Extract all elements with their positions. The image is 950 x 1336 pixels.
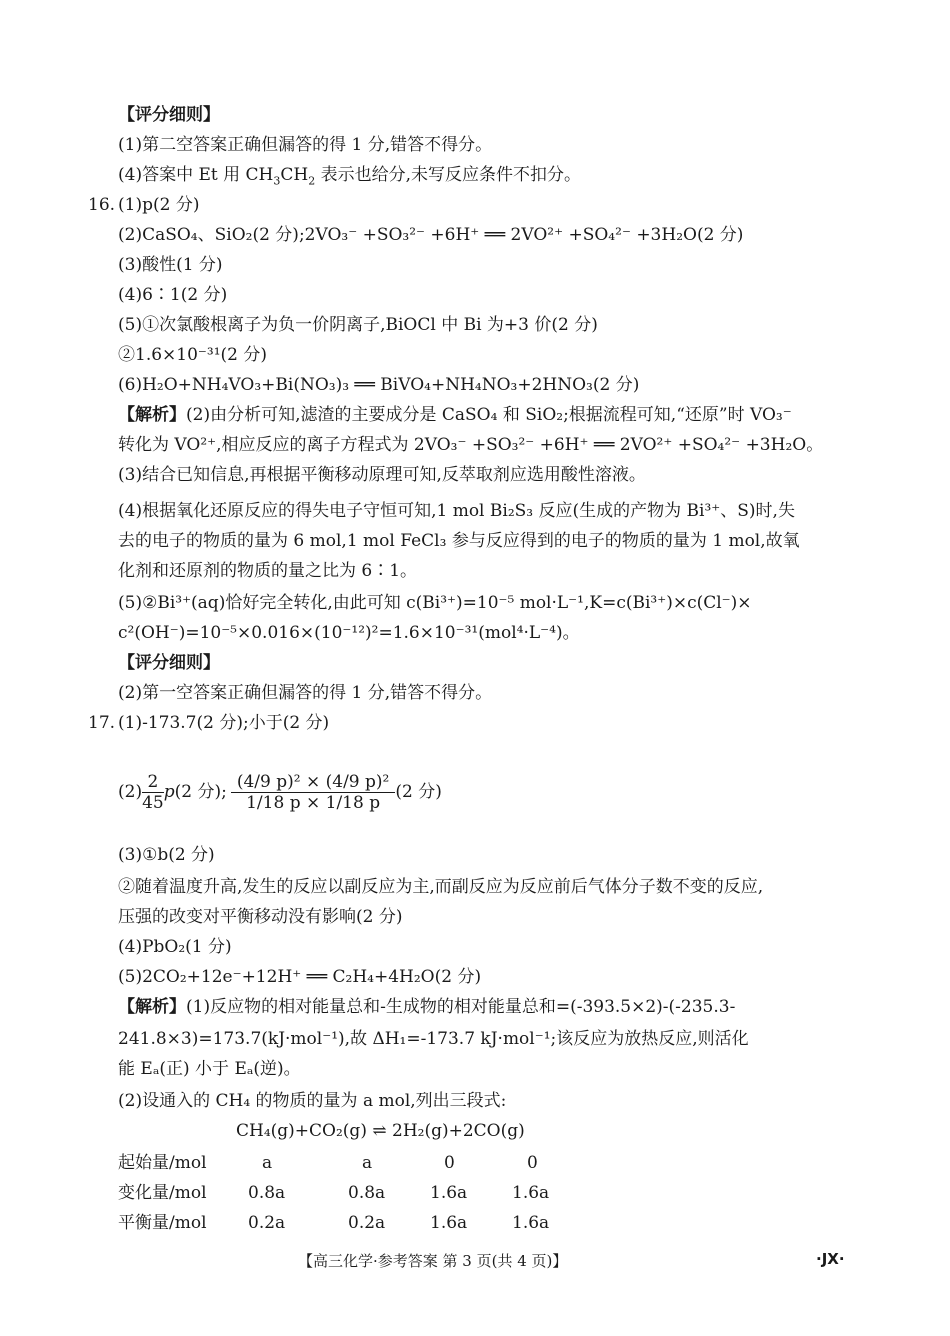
answer-line: ②随着温度升高,发生的反应以副反应为主,而副反应为反应前后气体分子数不变的反应, <box>118 877 764 897</box>
answer-line: 压强的改变对平衡移动没有影响(2 分) <box>118 907 403 927</box>
denominator: 45 <box>142 793 164 813</box>
analysis-label: 【解析】 <box>118 405 186 425</box>
analysis-line <box>118 404 792 426</box>
answer-line: (1)p(2 分) <box>118 195 200 215</box>
answer-line: (2)CaSO₄、SiO₂(2 分);2VO₃⁻ +SO₃²⁻ +6H⁺ ══ 2VO²⁺ +SO₄²⁻ +3H₂O(2 分) <box>118 225 744 245</box>
cell: 0.2a <box>348 1213 386 1233</box>
cell: a <box>262 1153 273 1173</box>
analysis-line: 241.8×3)=173.7(kJ·mol⁻¹),故 ΔH₁=-173.7 kJ·mol⁻¹;该反应为放热反应,则活化 <box>118 1029 749 1049</box>
footer-title: 【高三化学·参考答案 第 3 页(共 4 页)】 <box>298 1252 568 1270</box>
analysis-line: c²(OH⁻)=10⁻⁵×0.016×(10⁻¹²)²=1.6×10⁻³¹(mol⁴·L⁻⁴)。 <box>118 623 580 643</box>
cell: 0 <box>527 1153 538 1173</box>
analysis-line <box>118 996 735 1018</box>
answer-line: ②1.6×10⁻³¹(2 分) <box>118 345 267 365</box>
analysis-line: 转化为 VO²⁺,相应反应的离子方程式为 2VO₃⁻ +SO₃²⁻ +6H⁺ ══ 2VO²⁺ +SO₄²⁻ +3H₂O。 <box>118 435 824 455</box>
analysis-line: (4)根据氧化还原反应的得失电子守恒可知,1 mol Bi₂S₃ 反应(生成的产物为 Bi³⁺、S)时,失 <box>118 501 795 521</box>
row-label: 平衡量/mol <box>118 1213 207 1233</box>
answer-line: (5)①次氯酸根离子为负一价阴离子,BiOCl 中 Bi 为+3 价(2 分) <box>118 315 598 335</box>
answer-line: (4)PbO₂(1 分) <box>118 937 232 957</box>
fraction <box>142 772 164 813</box>
answer-line: (4)6∶1(2 分) <box>118 285 228 305</box>
analysis-line: 化剂和还原剂的物质的量之比为 6∶1。 <box>118 561 418 581</box>
text: CH <box>280 165 309 185</box>
numerator: 2 <box>142 772 164 793</box>
text: (2)由分析可知,滤渣的主要成分是 CaSO₄ 和 SiO₂;根据流程可知,“还原”时 VO₃⁻ <box>186 405 792 425</box>
analysis-label: 【解析】 <box>118 997 186 1017</box>
cell: 1.6a <box>512 1213 550 1233</box>
answer-line: (5)2CO₂+12e⁻+12H⁺ ══ C₂H₄+4H₂O(2 分) <box>118 967 482 987</box>
scoring-item: (4)答案中 Et 用 $CH_3CH_2$ 表示也给分,未写反应条件不扣分。 <box>118 165 582 188</box>
text: (2 分) <box>395 782 442 802</box>
analysis-line: (3)结合已知信息,再根据平衡移动原理可知,反萃取剂应选用酸性溶液。 <box>118 465 646 485</box>
question-number: 16. <box>88 195 116 215</box>
row-label: 起始量/mol <box>118 1153 207 1173</box>
question-number: 17. <box>88 713 116 733</box>
cell: 1.6a <box>430 1183 468 1203</box>
scoring-header: 【评分细则】 <box>118 105 220 125</box>
analysis-line: 能 Eₐ(正) 小于 Eₐ(逆)。 <box>118 1059 301 1079</box>
scoring-item: (1)第二空答案正确但漏答的得 1 分,错答不得分。 <box>118 135 493 155</box>
cell: a <box>362 1153 373 1173</box>
denominator: 1/18 p × 1/18 p <box>246 793 381 813</box>
scoring-item: (2)第一空答案正确但漏答的得 1 分,错答不得分。 <box>118 683 493 703</box>
cell: 0 <box>444 1153 455 1173</box>
analysis-line: (2)设通入的 CH₄ 的物质的量为 a mol,列出三段式: <box>118 1091 507 1111</box>
text: (2) <box>118 782 143 802</box>
text: (4)答案中 Et 用 CH <box>118 165 274 185</box>
fraction <box>231 772 396 813</box>
text: 表示也给分,未写反应条件不扣分。 <box>315 165 582 185</box>
analysis-line: 去的电子的物质的量为 6 mol,1 mol FeCl₃ 参与反应得到的电子的物质的量为 1 mol,故氧 <box>118 531 800 551</box>
text: (2 分); <box>174 782 227 802</box>
cell: 0.2a <box>248 1213 286 1233</box>
text: p <box>163 782 175 802</box>
analysis-line: (5)②Bi³⁺(aq)恰好完全转化,由此可知 c(Bi³⁺)=10⁻⁵ mol·L⁻¹,K=c(Bi³⁺)×c(Cl⁻)× <box>118 593 752 613</box>
row-label: 变化量/mol <box>118 1183 207 1203</box>
answer-line: (3)酸性(1 分) <box>118 255 223 275</box>
answer-line: (3)①b(2 分) <box>118 845 215 865</box>
cell: 0.8a <box>248 1183 286 1203</box>
answer-line-fraction <box>118 752 442 832</box>
answer-line: (6)H₂O+NH₄VO₃+Bi(NO₃)₃ ══ BiVO₄+NH₄NO₃+2HNO₃(2 分) <box>118 375 640 395</box>
footer-code: ·JX· <box>816 1250 845 1268</box>
answer-line: (1)-173.7(2 分);小于(2 分) <box>118 713 330 733</box>
text: (1)反应物的相对能量总和-生成物的相对能量总和=(-393.5×2)-(-235.3- <box>186 997 736 1017</box>
cell: 1.6a <box>512 1183 550 1203</box>
numerator: (4/9 p)² × (4/9 p)² <box>231 772 396 793</box>
scoring-header: 【评分细则】 <box>118 653 220 673</box>
cell: 0.8a <box>348 1183 386 1203</box>
equation: CH₄(g)+CO₂(g) ⇌ 2H₂(g)+2CO(g) <box>236 1121 525 1141</box>
cell: 1.6a <box>430 1213 468 1233</box>
